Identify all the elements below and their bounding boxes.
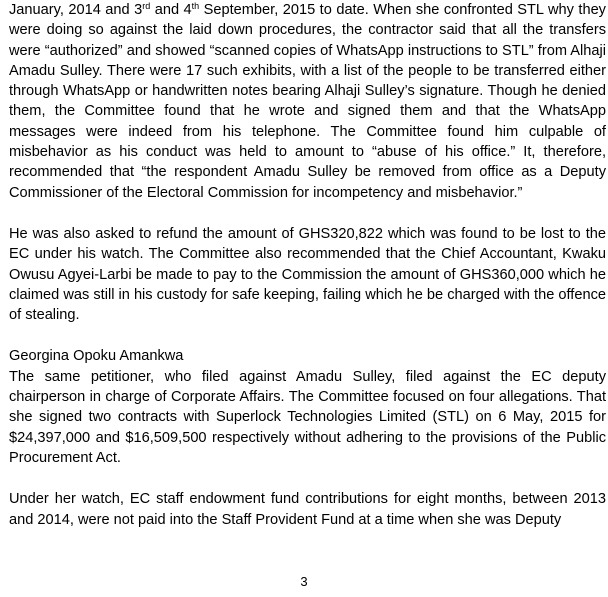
paragraph-text: and 4 <box>150 2 192 18</box>
document-page <box>9 0 606 530</box>
section-heading: Georgina Opoku Amankwa <box>9 348 184 365</box>
paragraph-sulley-findings <box>9 0 606 203</box>
paragraph-gap <box>9 203 606 224</box>
paragraph-refund: He was also asked to refund the amount of GHS320,822 which was found to be lost to the EC under his watch. The Committee also recommended that the Chief Accountant, Kwaku Owusu Agyei-Larbi be made to pay to the Commission the amount of GHS360,000 which he claimed was still in his custody for safe keeping, failing which he be charged with the offence of stealing. <box>9 225 606 324</box>
paragraph-text: January, 2014 and 3 <box>9 2 143 18</box>
ordinal-suffix: rd <box>142 1 151 11</box>
paragraph-endowment-fund: Under her watch, EC staff endowment fund contributions for eight months, between 2013 and 2014, were not paid into the Staff Provident Fund at a time when she was Deputy <box>9 491 606 528</box>
paragraph-text: September, 2015 to date. When she confronted STL why they were doing so against the laid down procedures, the contractor said that all the transfers were “authorized” and showed “scanned copies of WhatsApp instructions to STL” from Alhaji Amadu Sulley. There were 17 such exhibits, with a list of the people to be transferred either through WhatsApp or handwritten notes bearing Alhaji Sulley’s signature. Though he denied them, the Committee found that he wrote and signed them and that the WhatsApp messages were indeed from his telephone. The Committee found him culpable of misbehavior as his conduct was held to amount to “abuse of his office.” It, therefore, recommended that “the respondent Amadu Sulley be removed from office as a Deputy Commissioner of the Electoral Commission for incompetency and misbehavior.” <box>9 2 606 201</box>
ordinal-suffix: th <box>191 1 200 11</box>
paragraph-amankwa-allegations: The same petitioner, who filed against Amadu Sulley, filed against the EC deputy chairperson in charge of Corporate Affairs. The Committee focused on four allegations. That she signed two contracts with Superlock Technologies Limited (STL) on 6 May, 2015 for $24,397,000 and $16,509,500 respectively without adhering to the provisions of the Public Procurement Act. <box>9 368 606 466</box>
page-number: 3 <box>300 574 308 589</box>
paragraph-gap <box>9 468 606 489</box>
paragraph-gap <box>9 325 606 346</box>
